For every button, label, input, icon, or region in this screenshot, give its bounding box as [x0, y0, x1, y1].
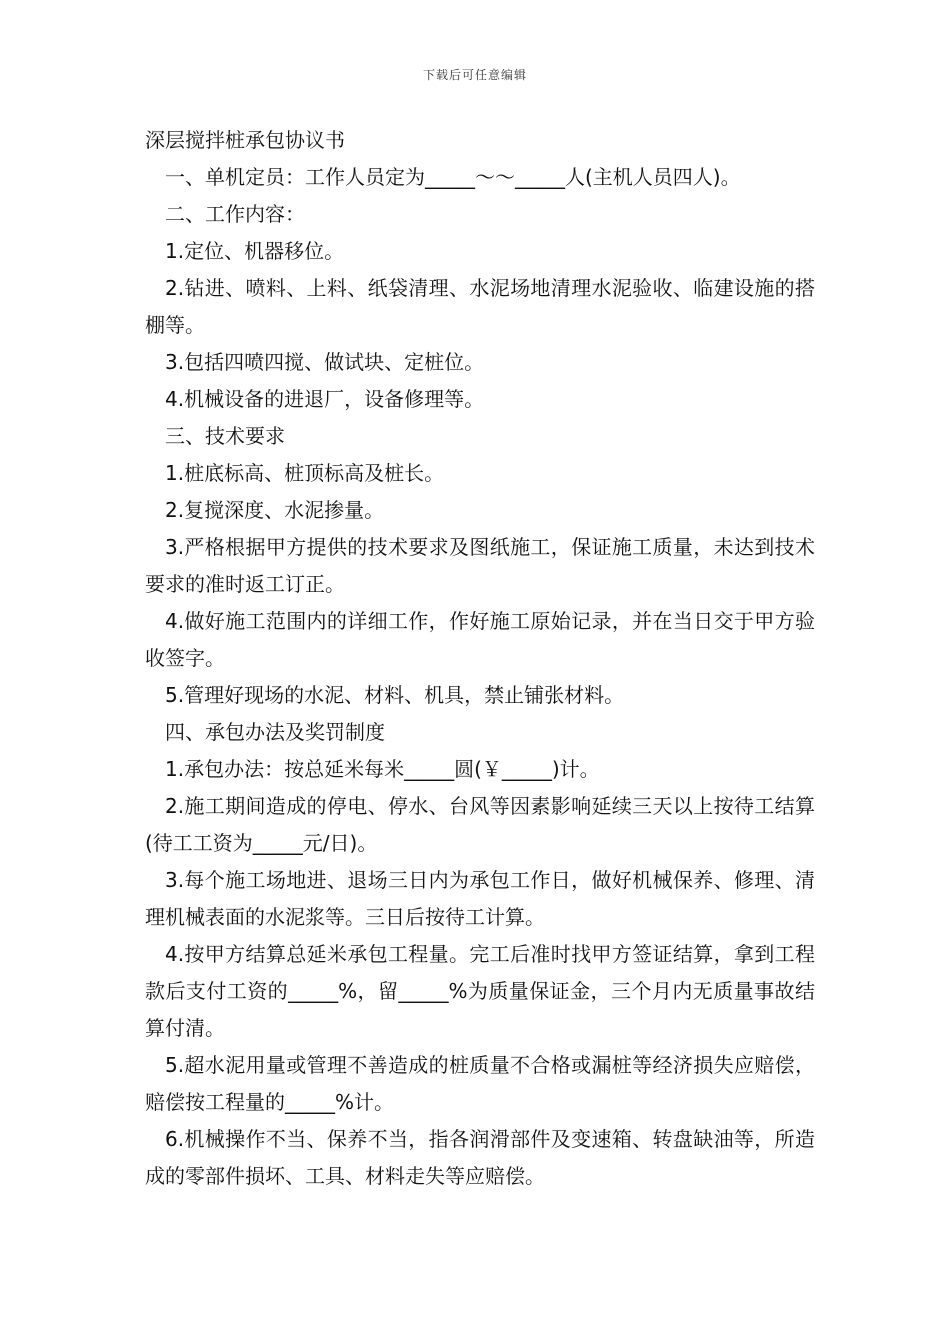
list-item: 5.管理好现场的水泥、材料、机具，禁止铺张材料。: [165, 683, 625, 707]
document-title: 深层搅拌桩承包协议书: [145, 128, 345, 152]
list-item: 4.做好施工范围内的详细工作，作好施工原始记录，并在当日交于甲方验收签字。: [145, 609, 815, 670]
document-body: [145, 122, 815, 1195]
section-heading-work-content: 二、工作内容：: [165, 202, 305, 226]
list-item: 5.超水泥用量或管理不善造成的桩质量不合格或漏桩等经济损失应赔偿，赔偿按工程量的_____%计。: [145, 1053, 815, 1114]
section-heading-contract-rules: 四、承包办法及奖罚制度: [165, 720, 385, 744]
paragraph-staffing: 一、单机定员：工作人员定为_____～～_____人(主机人员四人)。: [165, 165, 741, 189]
list-item: 2.钻进、喷料、上料、纸袋清理、水泥场地清理水泥验收、临建设施的搭棚等。: [145, 276, 815, 337]
page-header-note: 下载后可任意编辑: [422, 68, 527, 82]
list-item: 4.按甲方结算总延米承包工程量。完工后准时找甲方签证结算，拿到工程款后支付工资的_____%，留_____%为质量保证金，三个月内无质量事故结算付清。: [145, 942, 815, 1040]
list-item: 1.承包办法：按总延米每米_____圆(￥_____)计。: [165, 757, 600, 781]
list-item: 1.定位、机器移位。: [165, 239, 345, 263]
list-item: 2.施工期间造成的停电、停水、台风等因素影响延续三天以上按待工结算(待工工资为_____元/日)。: [145, 794, 815, 855]
list-item: 3.严格根据甲方提供的技术要求及图纸施工，保证施工质量，未达到技术要求的准时返工订正。: [145, 535, 815, 596]
section-heading-technical-requirements: 三、技术要求: [165, 424, 285, 448]
list-item: 6.机械操作不当、保养不当，指各润滑部件及变速箱、转盘缺油等，所造成的零部件损坏、工具、材料走失等应赔偿。: [145, 1127, 815, 1188]
list-item: 2.复搅深度、水泥掺量。: [165, 498, 385, 522]
list-item: 3.包括四喷四搅、做试块、定桩位。: [165, 350, 485, 374]
list-item: 3.每个施工场地进、退场三日内为承包工作日，做好机械保养、修理、清理机械表面的水泥浆等。三日后按待工计算。: [145, 868, 815, 929]
list-item: 1.桩底标高、桩顶标高及桩长。: [165, 461, 445, 485]
list-item: 4.机械设备的进退厂，设备修理等。: [165, 387, 485, 411]
